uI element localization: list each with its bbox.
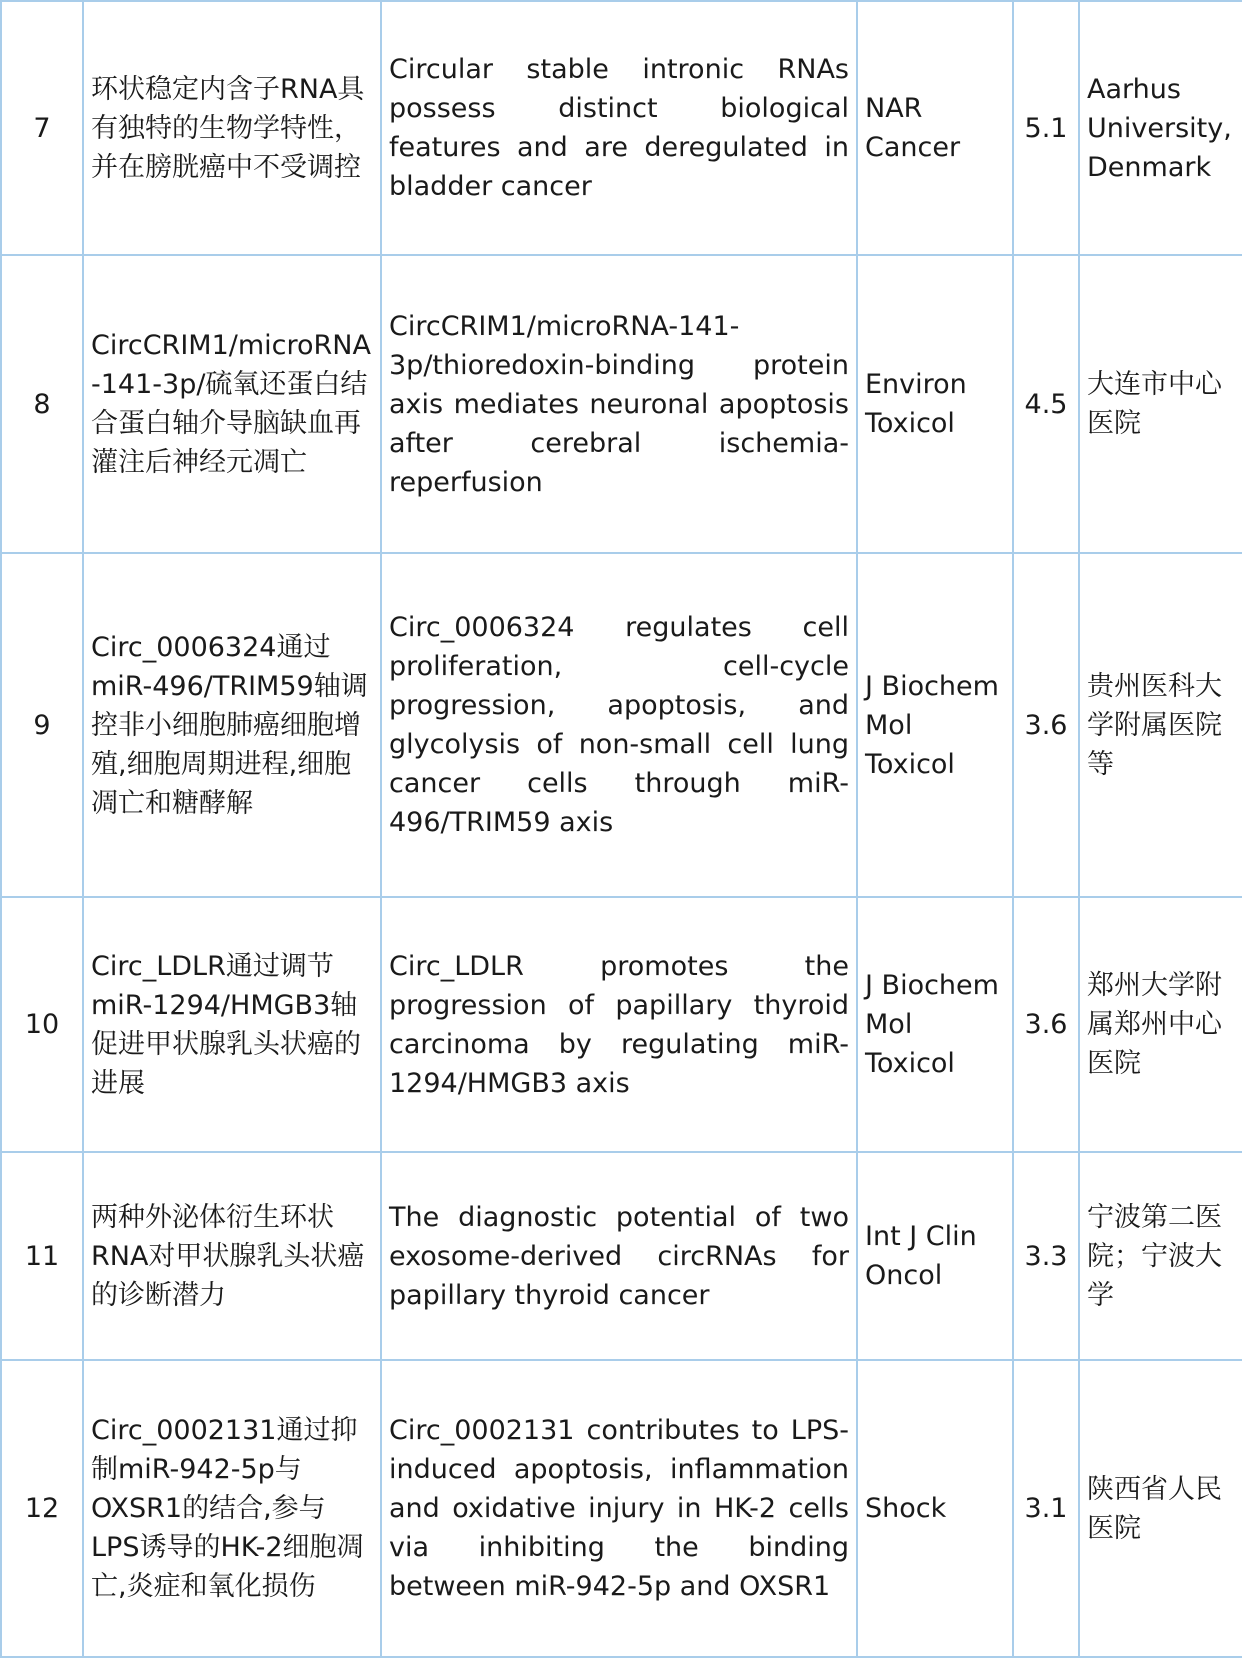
title-en: Circ_LDLR promotes the progression of papillary thyroid carcinoma by regulating miR-1294/HMGB3 axis	[381, 897, 857, 1152]
institution: 大连市中心医院	[1079, 255, 1242, 553]
institution: 贵州医科大学附属医院等	[1079, 553, 1242, 897]
institution: 郑州大学附属郑州中心医院	[1079, 897, 1242, 1152]
impact-factor: 3.3	[1013, 1152, 1079, 1360]
journal: Environ Toxicol	[857, 255, 1013, 553]
table-row	[1, 255, 1242, 553]
impact-factor: 3.1	[1013, 1360, 1079, 1657]
row-index: 10	[1, 897, 83, 1152]
title-en: Circ_0006324 regulates cell proliferation, cell-cycle progression, apoptosis, and glycolysis of non-small cell lung cancer cells through miR-496/TRIM59 axis	[381, 553, 857, 897]
row-index: 11	[1, 1152, 83, 1360]
title-en: CircCRIM1/microRNA-141-3p/thioredoxin-binding protein axis mediates neuronal apoptosis after cerebral ischemia-reperfusion	[381, 255, 857, 553]
title-cn: Circ_0002131通过抑制miR-942-5p与OXSR1的结合,参与LPS诱导的HK-2细胞凋亡,炎症和氧化损伤	[83, 1360, 381, 1657]
table-row	[1, 553, 1242, 897]
journal: Int J Clin Oncol	[857, 1152, 1013, 1360]
row-index: 7	[1, 1, 83, 255]
impact-factor: 3.6	[1013, 897, 1079, 1152]
institution: Aarhus University, Denmark	[1079, 1, 1242, 255]
journal: NAR Cancer	[857, 1, 1013, 255]
title-cn: 环状稳定内含子RNA具有独特的生物学特性，并在膀胱癌中不受调控	[83, 1, 381, 255]
title-cn: CircCRIM1/microRNA-141-3p/硫氧还蛋白结合蛋白轴介导脑缺血再灌注后神经元凋亡	[83, 255, 381, 553]
table-row	[1, 1360, 1242, 1657]
impact-factor: 5.1	[1013, 1, 1079, 255]
impact-factor: 3.6	[1013, 553, 1079, 897]
title-en: Circular stable intronic RNAs possess distinct biological features and are deregulated in bladder cancer	[381, 1, 857, 255]
journal: J Biochem Mol Toxicol	[857, 897, 1013, 1152]
table-row	[1, 1, 1242, 255]
institution: 陕西省人民医院	[1079, 1360, 1242, 1657]
impact-factor: 4.5	[1013, 255, 1079, 553]
title-cn: 两种外泌体衍生环状RNA对甲状腺乳头状癌的诊断潜力	[83, 1152, 381, 1360]
table-row	[1, 897, 1242, 1152]
journal: J Biochem Mol Toxicol	[857, 553, 1013, 897]
title-cn: Circ_0006324通过miR-496/TRIM59轴调控非小细胞肺癌细胞增殖,细胞周期进程,细胞凋亡和糖酵解	[83, 553, 381, 897]
title-cn: Circ_LDLR通过调节miR-1294/HMGB3轴促进甲状腺乳头状癌的进展	[83, 897, 381, 1152]
row-index: 8	[1, 255, 83, 553]
institution: 宁波第二医院；宁波大学	[1079, 1152, 1242, 1360]
row-index: 9	[1, 553, 83, 897]
row-index: 12	[1, 1360, 83, 1657]
title-en: The diagnostic potential of two exosome-derived circRNAs for papillary thyroid cancer	[381, 1152, 857, 1360]
journal: Shock	[857, 1360, 1013, 1657]
title-en: Circ_0002131 contributes to LPS-induced apoptosis, inflammation and oxidative injury in HK-2 cells via inhibiting the binding between miR-942-5p and OXSR1	[381, 1360, 857, 1657]
table-row	[1, 1152, 1242, 1360]
